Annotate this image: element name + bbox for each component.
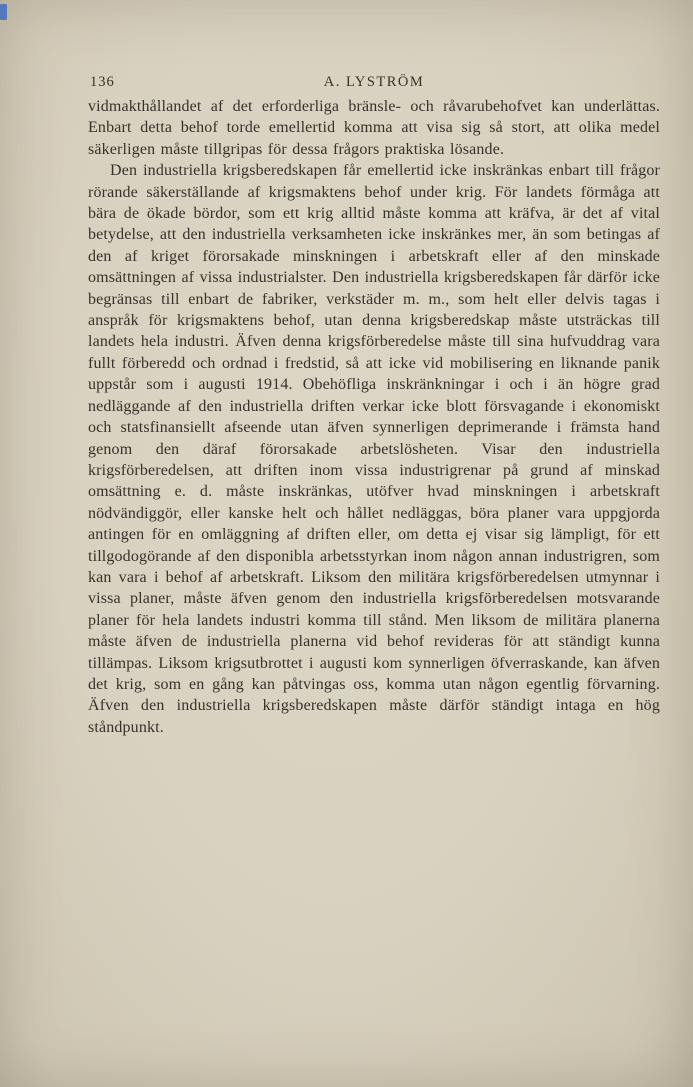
paragraph: vidmakthållandet af det erforderliga bränsle- och råvarubehofvet kan underlättas. Enbart detta behof torde emellertid komma att visa sig så stort, att olika medel säkerligen måste tillgripas för dessa frågors praktiska lösande. <box>88 98 660 158</box>
page-header <box>88 74 660 94</box>
page-number: 136 <box>90 74 115 90</box>
running-title: A. LYSTRÖM <box>323 74 425 90</box>
body-text <box>88 96 660 738</box>
blue-scan-mark <box>0 4 7 20</box>
paragraph: Den industriella krigsberedskapen får emellertid icke inskränkas enbart till frågor rörande säkerställande af krigsmaktens behof under krig. För landets förmåga att bära de ökade bördor, som ett krig alltid måste komma att kräfva, är det af vital betydelse, att den industriella verksamheten icke inskränkes mer, än som betingas af den af kriget förorsakade minskningen i arbetskraft eller af den minskade omsättningen af vissa industrialster. Den industriella krigsberedskapen får därför icke begränsas till enbart de fabriker, verkstäder m. m., som helt eller delvis tagas i anspråk för krigsmaktens behof, utan denna krigsberedskap måste utsträckas till landets hela industri. Äfven denna krigsförberedelse måste till sina hufvuddrag vara fullt förberedd och ordnad i fredstid, så att icke vid mobilisering en liknande panik uppstår som i augusti 1914. Obehöfliga inskränkningar i och i än högre grad nedläggande af den industriella driften verkar icke blott försvagande i ekonomiskt och statsfinansiellt afseende utan äfven synnerligen deprimerande i främsta hand genom den däraf förorsakade arbetslösheten. Visar den industriella krigsförberedelsen, att driften inom vissa industrigrenar på grund af minskad omsättning e. d. måste inskränkas, utöfver hvad minskningen i arbetskraft nödvändiggör, eller kanske helt och hållet nedläggas, böra planer vara uppgjorda antingen för en omläggning af driften eller, om detta ej visar sig lämpligt, för ett tillgodogörande af den disponibla arbetsstyrkan inom någon annan industrigren, som kan vara i behof af arbetskraft. Liksom den militära krigsförberedelsen utmynnar i vissa planer, måste äfven genom den industriella krigsförberedelsen motsvarande planer för hela landets industri komma till stånd. Men liksom de militära planerna måste äfven de industriella planerna vid behof revideras för att ständigt kunna tillämpas. Liksom krigsutbrottet i augusti kom synnerligen öfverraskande, kan äfven det krig, som en gång kan påtvingas oss, komma utan någon egentlig förvarning. Äfven den industriella krigsberedskapen måste därför ständigt intaga en hög ståndpunkt. <box>88 162 660 736</box>
